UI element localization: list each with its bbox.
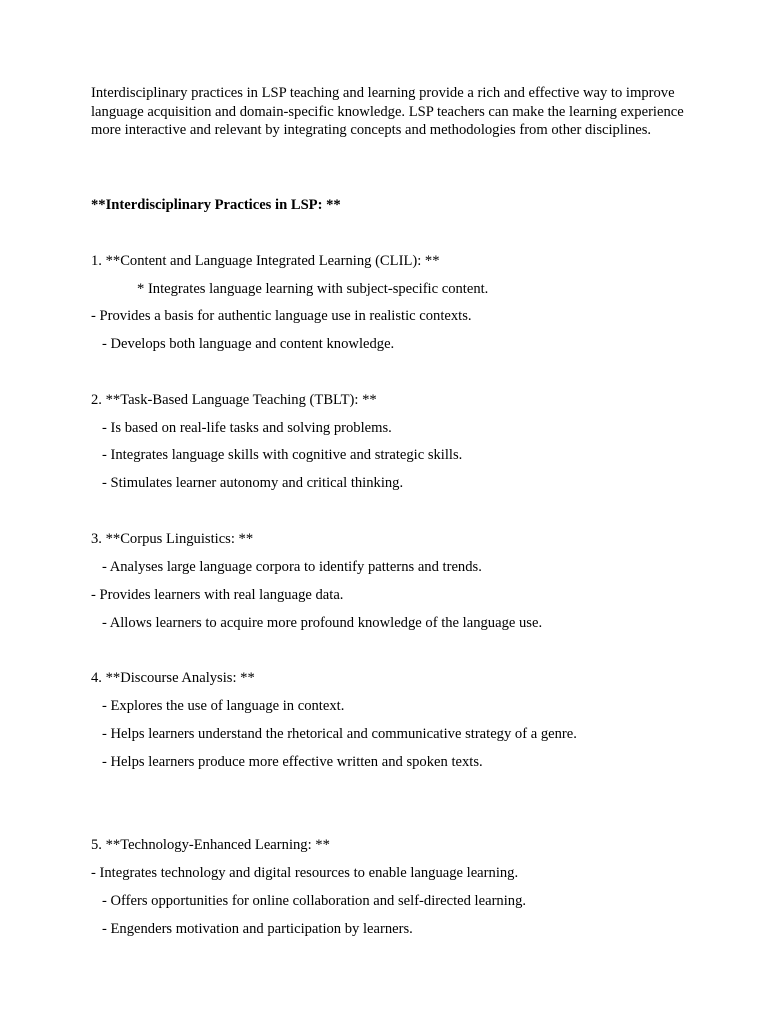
section-title: 1. **Content and Language Integrated Learning (CLIL): **	[91, 253, 440, 269]
section-title: 3. **Corpus Linguistics: **	[91, 531, 254, 547]
list-item: - Stimulates learner autonomy and critical thinking.	[102, 475, 404, 491]
list-item: - Offers opportunities for online collaboration and self-directed learning.	[102, 893, 527, 909]
list-item: - Helps learners produce more effective written and spoken texts.	[102, 754, 483, 770]
list-item: - Allows learners to acquire more profound knowledge of the language use.	[102, 615, 543, 631]
list-item: - Develops both language and content knowledge.	[102, 336, 395, 352]
list-item: - Engenders motivation and participation by learners.	[102, 921, 413, 937]
list-item: * Integrates language learning with subject-specific content.	[137, 281, 489, 297]
list-item: - Analyses large language corpora to identify patterns and trends.	[102, 559, 482, 575]
list-item: - Explores the use of language in context.	[102, 698, 345, 714]
section-title: 4. **Discourse Analysis: **	[91, 670, 255, 686]
section-heading: **Interdisciplinary Practices in LSP: **	[91, 197, 341, 213]
list-item: - Provides a basis for authentic language use in realistic contexts.	[91, 308, 472, 324]
list-item: - Is based on real-life tasks and solving problems.	[102, 420, 392, 436]
section-title: 5. **Technology-Enhanced Learning: **	[91, 837, 330, 853]
list-item: - Integrates language skills with cognitive and strategic skills.	[102, 447, 463, 463]
section-title: 2. **Task-Based Language Teaching (TBLT): **	[91, 392, 377, 408]
list-item: - Provides learners with real language data.	[91, 587, 344, 603]
list-item: - Helps learners understand the rhetorical and communicative strategy of a genre.	[102, 726, 577, 742]
list-item: - Integrates technology and digital resources to enable language learning.	[91, 865, 519, 881]
intro-paragraph: Interdisciplinary practices in LSP teaching and learning provide a rich and effective way to improve language acquisition and domain-specific knowledge. LSP teachers can make the learning experience more interactive and relevant by integrating concepts and methodologies from other disciplines.	[91, 85, 684, 138]
